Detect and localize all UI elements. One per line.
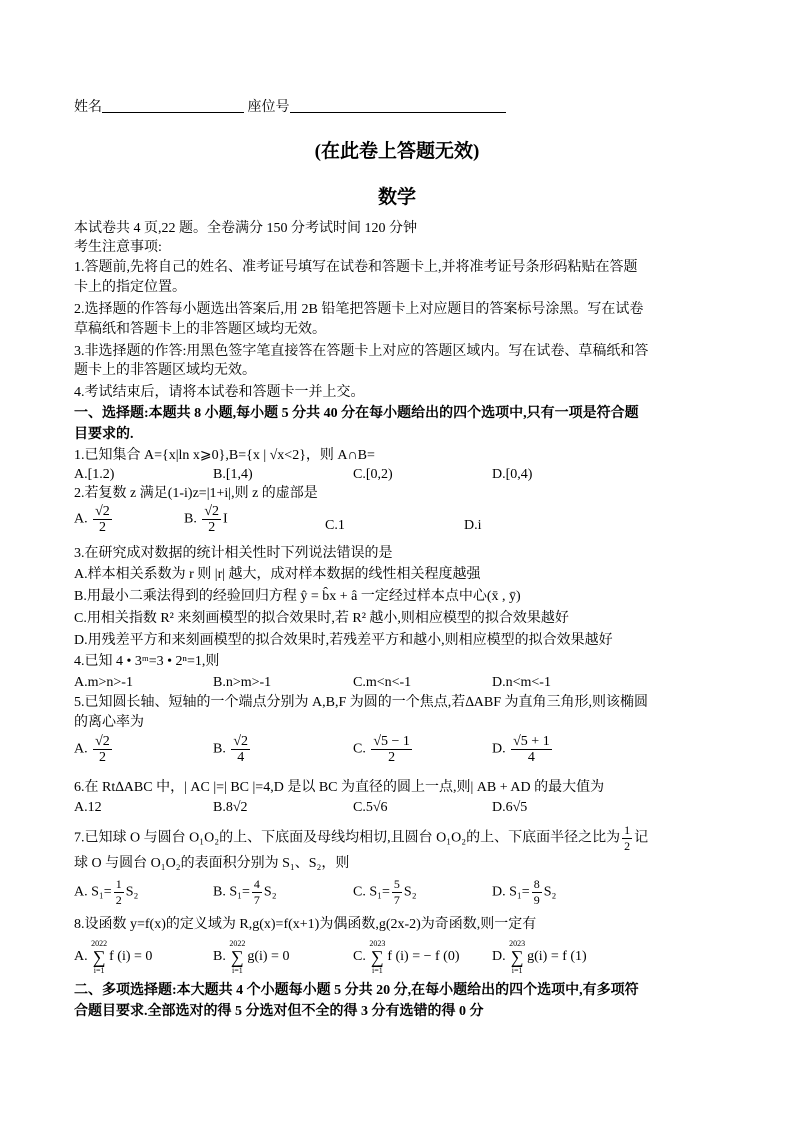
q1-option-a[interactable]: A.[1.2) [74, 467, 115, 482]
option-label: B. [213, 949, 226, 965]
sum-expression: g(i) = f (1) [527, 949, 587, 965]
sigma-icon: ∑ [510, 947, 524, 967]
fraction-numerator: 1 [115, 877, 122, 891]
fraction-numerator: 5 [393, 877, 400, 891]
option-suffix: S₂ [125, 884, 139, 900]
header-row [74, 96, 506, 116]
q7-option-d[interactable] [492, 877, 556, 908]
q2-option-b[interactable] [184, 504, 228, 535]
fraction-denominator: 7 [253, 893, 260, 907]
sigma-icon: ∑ [370, 947, 384, 967]
q8-option-d[interactable] [492, 939, 587, 975]
q7-option-c[interactable] [353, 877, 417, 908]
fraction-numerator: 8 [533, 877, 540, 891]
fraction-denominator: 2 [208, 520, 216, 535]
sum-lower-limit: i=1 [371, 966, 383, 975]
sigma-icon: ∑ [92, 947, 106, 967]
q6-option-b[interactable]: B.8√2 [213, 800, 248, 815]
sum-upper-limit: 2022 [91, 939, 108, 948]
option-suffix: S₂ [543, 884, 557, 900]
fraction-numerator: 4 [253, 877, 260, 891]
q8-option-c[interactable] [353, 939, 460, 975]
intro-line: 3.非选择题的作答:用黑色签字笔直接答在答题卡上对应的答题区域内。写在试卷、草稿纸和答 [74, 344, 649, 359]
seat-blank[interactable] [290, 98, 506, 113]
fraction-denominator: 2 [115, 893, 122, 907]
q4-option-c[interactable]: C.m<n<-1 [353, 675, 412, 690]
q2-option-d[interactable]: D.i [464, 518, 482, 533]
q3-option-b[interactable]: B.用最小二乘法得到的经验回归方程 ŷ = b̂x + â 一定经过样本点中心(x̄ , ȳ) [74, 589, 521, 604]
fraction-numerator: √2 [233, 734, 249, 749]
option-label: A. [74, 949, 88, 965]
option-label: A. [74, 741, 88, 757]
q7-stem-text: 7.已知球 O 与圆台 O₁O₂的上、下底面及母线均相切,且圆台 O₁O₂的上、下底面半径之比为 [74, 830, 621, 846]
q3-stem: 3.在研究成对数据的统计相关性时下列说法错误的是 [74, 546, 393, 561]
q6-stem: 6.在 Rt∆ABC 中，| AC |=| BC |=4,D 是以 BC 为直径的圆上一点,则| AB + AD 的最大值为 [74, 780, 605, 795]
fraction-denominator: 2 [624, 839, 631, 853]
q4-option-b[interactable]: B.n>m>-1 [213, 675, 272, 690]
seat-label: 座位号 [247, 100, 290, 115]
q7-stem-text: 记 [634, 830, 649, 846]
section2-heading: 合题目要求.全部选对的得 5 分选对但不全的得 3 分有选错的得 0 分 [74, 1004, 484, 1019]
intro-line: 考生注意事项: [74, 240, 162, 255]
q1-stem: 1.已知集合 A={x|ln x⩾0},B={x | √x<2}，则 A∩B= [74, 448, 375, 463]
q7-stem: 球 O 与圆台 O₁O₂的表面积分别为 S₁、S₂，则 [74, 856, 350, 871]
fraction-numerator: √2 [95, 504, 110, 519]
q8-stem: 8.设函数 y=f(x)的定义域为 R,g(x)=f(x+1)为偶函数,g(2x-2)为奇函数,则一定有 [74, 917, 537, 932]
q7-stem [74, 823, 648, 854]
fraction-denominator: 2 [98, 750, 106, 765]
fraction-denominator: 9 [533, 893, 540, 907]
fraction-numerator: √2 [95, 734, 110, 749]
q5-option-a[interactable] [74, 734, 114, 765]
option-label: D. S₁= [492, 884, 530, 900]
sum-lower-limit: i=1 [511, 966, 523, 975]
fraction-denominator: 4 [237, 750, 245, 765]
intro-line: 草稿纸和答题卡上的非答题区域均无效。 [74, 322, 326, 337]
option-label: C. S₁= [353, 884, 390, 900]
intro-line: 题卡上的非答题区域均无效。 [74, 363, 256, 378]
q2-stem: 2.若复数 z 满足(1-i)z=|1+i|,则 z 的虚部是 [74, 486, 318, 501]
intro-line: 2.选择题的作答每小题选出答案后,用 2B 铅笔把答题卡上对应题目的答案标号涂黑。写在试卷 [74, 302, 644, 317]
intro-line: 4.考试结束后，请将本试卷和答题卡一并上交。 [74, 385, 365, 400]
option-label: C. [353, 949, 366, 965]
sigma-icon: ∑ [230, 947, 244, 967]
fraction-denominator: 2 [98, 520, 106, 535]
subject-title: 数学 [377, 187, 416, 208]
option-label: D. [492, 949, 506, 965]
q4-stem: 4.已知 4 • 3ᵐ=3 • 2ⁿ=1,则 [74, 654, 220, 669]
q4-option-a[interactable]: A.m>n>-1 [74, 675, 133, 690]
option-suffix: S₂ [263, 884, 277, 900]
section2-heading: 二、多项选择题:本大题共 4 个小题每小题 5 分共 20 分,在每小题给出的四个选项中,有多项符 [74, 983, 639, 998]
sum-expression: g(i) = 0 [247, 949, 290, 965]
fraction-denominator: 4 [527, 750, 535, 765]
option-label: A. S₁= [74, 884, 112, 900]
sum-expression: f (i) = − f (0) [387, 949, 460, 965]
q6-option-c[interactable]: C.5√6 [353, 800, 388, 815]
name-label: 姓名 [74, 100, 102, 115]
option-label: B. [184, 511, 197, 527]
option-label: D. [492, 741, 506, 757]
q8-option-a[interactable] [74, 939, 152, 975]
q1-option-c[interactable]: C.[0,2) [353, 467, 393, 482]
name-blank[interactable] [102, 98, 244, 113]
sum-expression: f (i) = 0 [109, 949, 153, 965]
q7-option-b[interactable] [213, 877, 277, 908]
q6-option-a[interactable]: A.12 [74, 800, 102, 815]
q7-option-a[interactable] [74, 877, 138, 908]
q1-option-b[interactable]: B.[1,4) [213, 467, 253, 482]
q3-option-a[interactable]: A.样本相关系数为 r 则 |r| 越大，成对样本数据的线性相关程度越强 [74, 567, 481, 582]
option-label: C. [353, 741, 366, 757]
q5-option-c[interactable] [353, 734, 414, 765]
option-label: B. [213, 741, 226, 757]
fraction-numerator: 1 [624, 823, 631, 837]
sum-lower-limit: i=1 [93, 966, 105, 975]
q2-option-c[interactable]: C.1 [325, 518, 345, 533]
notice-title: (在此卷上答题无效) [314, 141, 480, 162]
q4-option-d[interactable]: D.n<m<-1 [492, 675, 551, 690]
q5-option-b[interactable] [213, 734, 252, 765]
fraction-numerator: √5 − 1 [373, 734, 410, 749]
q3-option-d[interactable]: D.用残差平方和来刻画模型的拟合效果时,若残差平方和越小,则相应模型的拟合效果越好 [74, 633, 613, 648]
q5-stem: 5.已知圆长轴、短轴的一个端点分别为 A,B,F 为圆的一个焦点,若∆ABF 为直角三角形,则该椭圆 [74, 695, 649, 710]
q2-option-a[interactable] [74, 504, 114, 535]
q1-option-d[interactable]: D.[0,4) [492, 467, 533, 482]
section1-heading: 一、选择题:本题共 8 小题,每小题 5 分共 40 分在每小题给出的四个选项中,只有一项是符合题 [74, 406, 639, 421]
intro-line: 1.答题前,先将自己的姓名、准考证号填写在试卷和答题卡上,并将准考证号条形码粘贴在答题 [74, 260, 638, 275]
fraction-numerator: √2 [204, 504, 220, 519]
sum-upper-limit: 2022 [229, 939, 246, 948]
option-suffix: I [223, 511, 228, 527]
intro-line: 本试卷共 4 页,22 题。全卷满分 150 分考试时间 120 分钟 [74, 221, 417, 236]
option-label: B. S₁= [213, 884, 250, 900]
fraction-numerator: √5 + 1 [513, 734, 550, 749]
sum-lower-limit: i=1 [231, 966, 243, 975]
sum-upper-limit: 2023 [509, 939, 526, 948]
q5-stem: 的离心率为 [74, 715, 144, 730]
q6-option-d[interactable]: D.6√5 [492, 800, 528, 815]
sum-upper-limit: 2023 [369, 939, 386, 948]
section1-heading: 目要求的. [74, 427, 134, 442]
option-label: A. [74, 511, 88, 527]
q8-option-b[interactable] [213, 939, 289, 975]
q5-option-d[interactable] [492, 734, 554, 765]
fraction-denominator: 7 [393, 893, 400, 907]
option-suffix: S₂ [403, 884, 417, 900]
fraction-denominator: 2 [388, 750, 396, 765]
intro-line: 卡上的指定位置。 [74, 280, 186, 295]
q3-option-c[interactable]: C.用相关指数 R² 来刻画模型的拟合效果时,若 R² 越小,则相应模型的拟合效果越好 [74, 611, 569, 626]
